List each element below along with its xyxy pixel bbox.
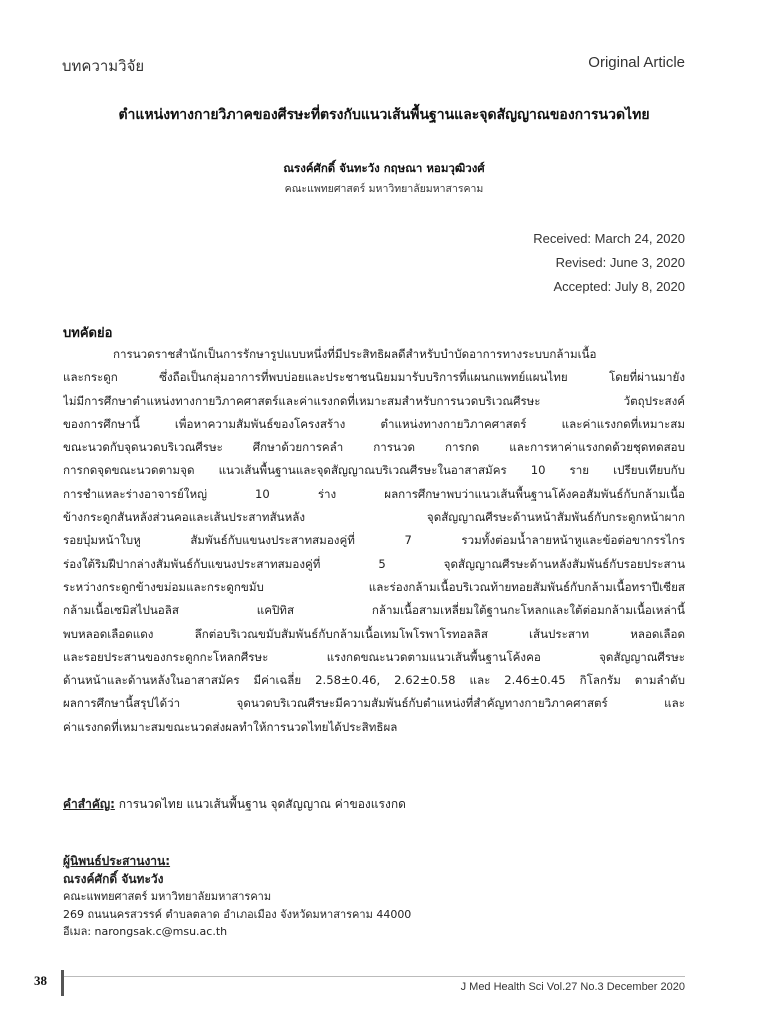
corresponding-affiliation: คณะแพทยศาสตร์ มหาวิทยาลัยมหาสารคาม — [63, 890, 272, 903]
footer-divider — [61, 970, 64, 996]
accepted-date: Accepted: July 8, 2020 — [553, 279, 685, 294]
corresponding-address: 269 ถนนนครสวรรค์ ตำบลตลาด อำเภอเมือง จังหวัดมหาสารคาม 44000 — [63, 907, 412, 921]
abstract-line: ระหว่างกระดูกข้างขม่อมและกระดูกขมับ และร่องกล้ามเนื้อบริเวณท้ายทอยสัมพันธ์กับกล้ามเนื้อทราปีเซียส — [63, 579, 685, 594]
article-dates — [533, 227, 685, 299]
abstract-line: และกระดูก ซึ่งถือเป็นกลุ่มอาการที่พบบ่อยและประชาชนนิยมมารับบริการที่แผนกแพทย์แผนไทย โดยที่ผ่านมายัง — [63, 370, 685, 385]
corresponding-name: ณรงค์ศักดิ์ จันทะวัง — [63, 871, 164, 886]
journal-citation: J Med Health Sci Vol.27 No.3 December 2020 — [460, 981, 685, 993]
section-label: บทความวิจัย — [62, 57, 145, 75]
footer-rule — [63, 976, 685, 977]
abstract-line: รอยบุ๋มหน้าใบหู สัมพันธ์กับแขนงประสาทสมองคู่ที่ 7 รวมทั้งต่อมน้ำลายหน้าหูและข้อต่อขากรรไกร — [63, 533, 685, 548]
abstract-line: การชำแหละร่างอาจารย์ใหญ่ 10 ร่าง ผลการศึกษาพบว่าแนวเส้นพื้นฐานโค้งคอสัมพันธ์กับกล้ามเนื้อ — [63, 486, 685, 501]
received-date: Received: March 24, 2020 — [533, 231, 685, 246]
abstract-line: ร่องใต้ริมฝีปากล่างสัมพันธ์กับแขนงประสาทสมองคู่ที่ 5 จุดสัญญาณศีรษะด้านหลังสัมพันธ์กับรอยประสาน — [63, 556, 685, 571]
abstract-heading: บทคัดย่อ — [63, 326, 113, 341]
abstract-line: การนวดราชสำนักเป็นการรักษารูปแบบหนึ่งที่มีประสิทธิผลดีสำหรับบำบัดอาการทางระบบกล้ามเนื้อ — [113, 347, 597, 361]
abstract-line: ไม่มีการศึกษาตำแหน่งทางกายวิภาคศาสตร์และค่าแรงกดที่เหมาะสมสำหรับการนวดบริเวณศีรษะ วัตถุประสงค์ — [63, 393, 685, 408]
affiliation: คณะแพทยศาสตร์ มหาวิทยาลัยมหาสารคาม — [284, 183, 484, 195]
abstract-line: กล้ามเนื้อเซมิสไปนอลิส แคปิทิส กล้ามเนื้อสามเหลี่ยมใต้ฐานกะโหลกและใต้ต่อมกล้ามเนื้อเหล่านี้ — [63, 603, 685, 618]
keywords — [63, 795, 685, 814]
abstract-line: ขณะนวดกับจุดนวดบริเวณศีรษะ ศึกษาด้วยการคลำ การนวด การกด และการหาค่าแรงกดด้วยชุดทดสอบ — [63, 440, 685, 455]
keywords-text: การนวดไทย แนวเส้นพื้นฐาน จุดสัญญาณ ค่าของแรงกด — [114, 797, 406, 811]
page-number: 38 — [34, 973, 47, 988]
abstract-line: ข้างกระดูกสันหลังส่วนคอและเส้นประสาทสันหลัง จุดสัญญาณศีรษะด้านหน้าสัมพันธ์กับกระดูกหน้าผาก — [63, 510, 685, 525]
corresponding-heading: ผู้นิพนธ์ประสานงาน: — [63, 854, 171, 868]
abstract-line: และรอยประสานของกระดูกกะโหลกศีรษะ แรงกดขณะนวดตามแนวเส้นพื้นฐานโค้งคอ จุดสัญญาณศีรษะ — [63, 649, 685, 664]
article-title: ตำแหน่งทางกายวิภาคของศีรษะที่ตรงกับแนวเส้นพื้นฐานและจุดสัญญาณของการนวดไทย — [118, 107, 650, 123]
abstract-line: ด้านหน้าและด้านหลังในอาสาสมัคร มีค่าเฉลี่ย 2.58±0.46, 2.62±0.58 และ 2.46±0.45 กิโลกรัม ตามลำดับ — [63, 673, 685, 688]
corresponding-email[interactable]: อีเมล: narongsak.c@msu.ac.th — [63, 925, 228, 938]
revised-date: Revised: June 3, 2020 — [555, 255, 685, 270]
abstract-line: ค่าแรงกดที่เหมาะสมขณะนวดส่งผลทำให้การนวดไทยได้ประสิทธิผล — [63, 719, 398, 734]
abstract-line: ของการศึกษานี้ เพื่อหาความสัมพันธ์ของโครงสร้าง ตำแหน่งทางกายวิภาคศาสตร์ และค่าแรงกดที่เหมาะสม — [63, 416, 685, 431]
corresponding-author — [63, 853, 685, 941]
abstract-line: ผลการศึกษานี้สรุปได้ว่า จุดนวดบริเวณศีรษะมีความสัมพันธ์กับตำแหน่งที่สำคัญทางกายวิภาคศาสตร์ และ — [63, 696, 685, 711]
abstract-line: การกดจุดขณะนวดตามจุด แนวเส้นพื้นฐานและจุดสัญญาณบริเวณศีรษะในอาสาสมัคร 10 ราย เปรียบเทียบกับ — [63, 463, 685, 478]
abstract-body — [63, 343, 685, 739]
abstract-line: พบหลอดเลือดแดง ลึกต่อบริเวณขมับสัมพันธ์กับกล้ามเนื้อเทมโพโรพาโรทอลลิส เส้นประสาท หลอดเลือด — [63, 626, 685, 641]
article-type: Original Article — [588, 54, 685, 71]
authors: ณรงค์ศักดิ์ จันทะวัง กฤษณา หอมวุฒิวงศ์ — [283, 161, 485, 175]
keywords-label: คำสำคัญ: — [63, 797, 115, 811]
